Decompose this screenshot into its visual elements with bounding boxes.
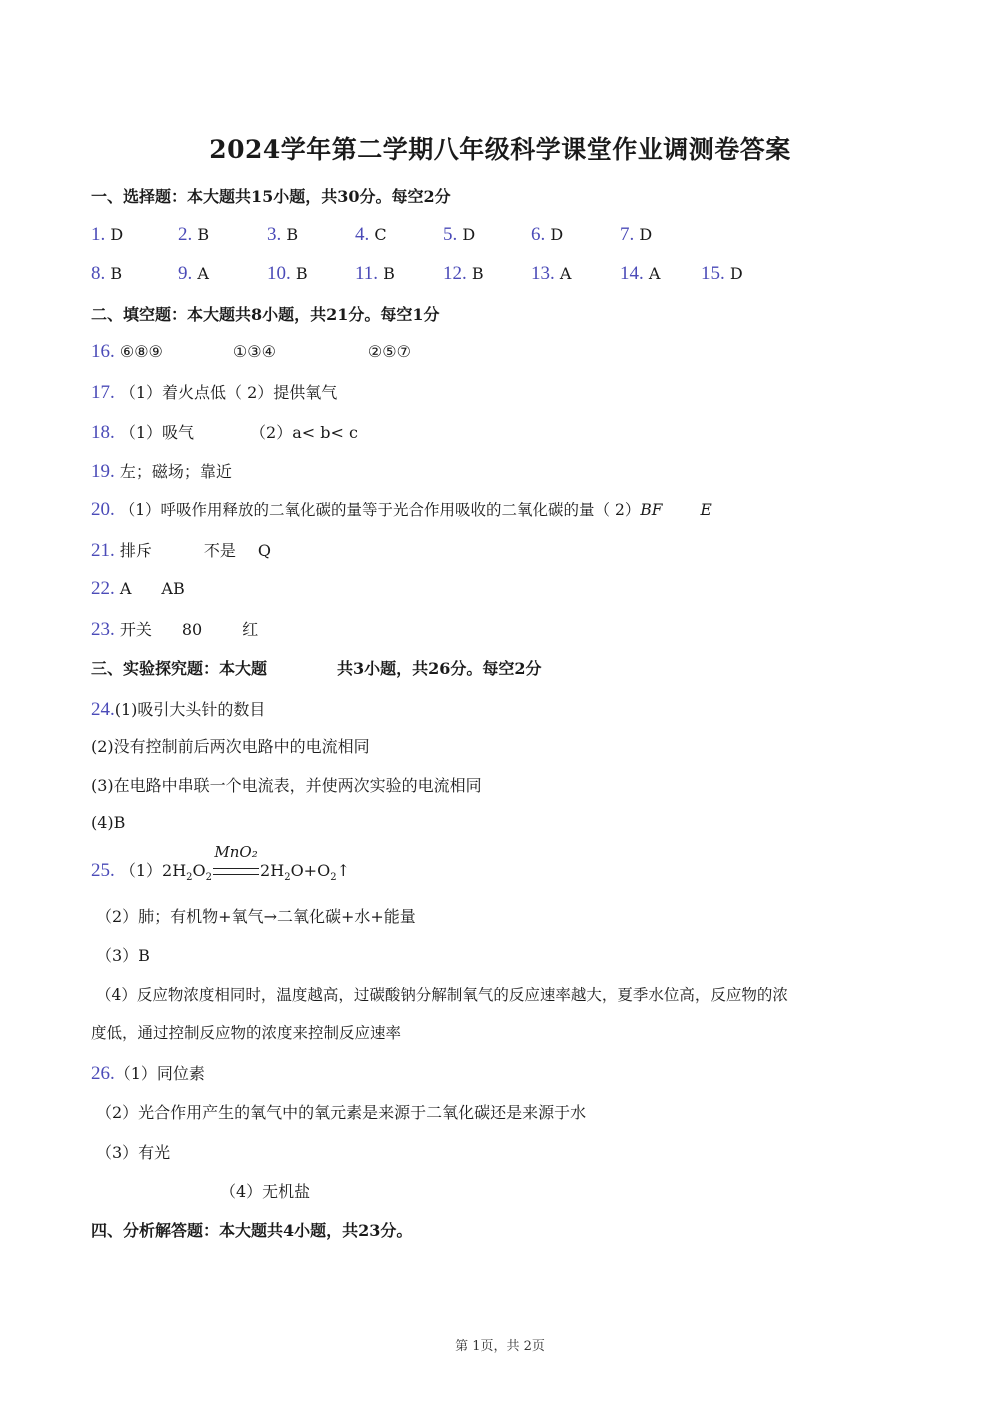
section2-heading: 二、填空题：本大题共8小题，共21分。每空1分: [91, 305, 440, 324]
answer-24-part4: (4)B: [91, 813, 126, 832]
answer-26-part1: 26.（1）同位素: [91, 1063, 205, 1084]
section3-heading: 三、实验探究题：本大题 共3小题，共26分。每空2分: [91, 659, 542, 678]
mc-answer: 13. A: [531, 263, 572, 284]
answer-25-part4-line1: （4）反应物浓度相同时，温度越高，过碳酸钠分解制氧气的反应速率越大，夏季水位高，反应物的浓: [96, 986, 788, 1004]
section4-heading: 四、分析解答题：本大题共4小题，共23分。: [91, 1221, 413, 1240]
mc-answer: 15. D: [701, 263, 743, 284]
mc-answer: 10. B: [267, 263, 308, 284]
answer-23: 23. 开关 80 红: [91, 619, 259, 640]
answer-25-part2: （2）肺；有机物+氧气→二氧化碳+水+能量: [96, 907, 416, 926]
answer-24-part1: 24.(1)吸引大头针的数目: [91, 699, 266, 720]
mc-answer: 14. A: [620, 263, 661, 284]
mc-answer: 11. B: [355, 263, 395, 284]
answer-18: 18. （1）吸气 （2）a< b< c: [91, 422, 358, 443]
answer-21: 21. 排斥 不是 Q: [91, 540, 271, 561]
mc-answer: 6. D: [531, 224, 564, 245]
answer-26-part3: （3）有光: [96, 1143, 171, 1162]
mc-answer: 4. C: [355, 224, 387, 245]
answer-17: 17. （1）着火点低（ 2）提供氧气: [91, 382, 338, 403]
mc-answer: 8. B: [91, 263, 123, 284]
mc-answer: 7. D: [620, 224, 653, 245]
mc-answer: 12. B: [443, 263, 484, 284]
answer-26-part4: （4）无机盐: [220, 1182, 311, 1201]
page-title: 2024学年第二学期八年级科学课堂作业调测卷答案: [209, 135, 791, 164]
mc-answer: 5. D: [443, 224, 476, 245]
reaction-arrow: MnO₂: [212, 861, 260, 880]
mc-answer: 2. B: [178, 224, 210, 245]
answer-24-part3: (3)在电路中串联一个电流表，并使两次实验的电流相同: [91, 776, 482, 795]
answer-26-part2: （2）光合作用产生的氧气中的氧元素是来源于二氧化碳还是来源于水: [96, 1103, 587, 1122]
section1-heading: 一、选择题：本大题共15小题，共30分。每空2分: [91, 187, 451, 206]
answer-16: 16. ⑥⑧⑨ ①③④ ②⑤⑦: [91, 341, 411, 362]
answer-20: 20. （1）呼吸作用释放的二氧化碳的量等于光合作用吸收的二氧化碳的量（ 2）BF E: [91, 499, 712, 520]
answer-25-part3: （3）B: [96, 946, 150, 965]
mc-answer: 3. B: [267, 224, 299, 245]
answer-19: 19. 左；磁场；靠近: [91, 461, 232, 482]
answer-24-part2: (2)没有控制前后两次电路中的电流相同: [91, 737, 370, 756]
mc-answer: 9. A: [178, 263, 209, 284]
answer-25-part4-line2: 度低，通过控制反应物的浓度来控制反应速率: [91, 1024, 402, 1042]
answer-22: 22. A AB: [91, 578, 185, 599]
answer-25-part1: 25. $(1)2H_2O_2$ MnO₂ $2H_2O+O_2↑$: [91, 843, 350, 884]
mc-answer: 1. D: [91, 224, 124, 245]
page-footer: 第 1页，共 2页: [455, 1339, 545, 1354]
